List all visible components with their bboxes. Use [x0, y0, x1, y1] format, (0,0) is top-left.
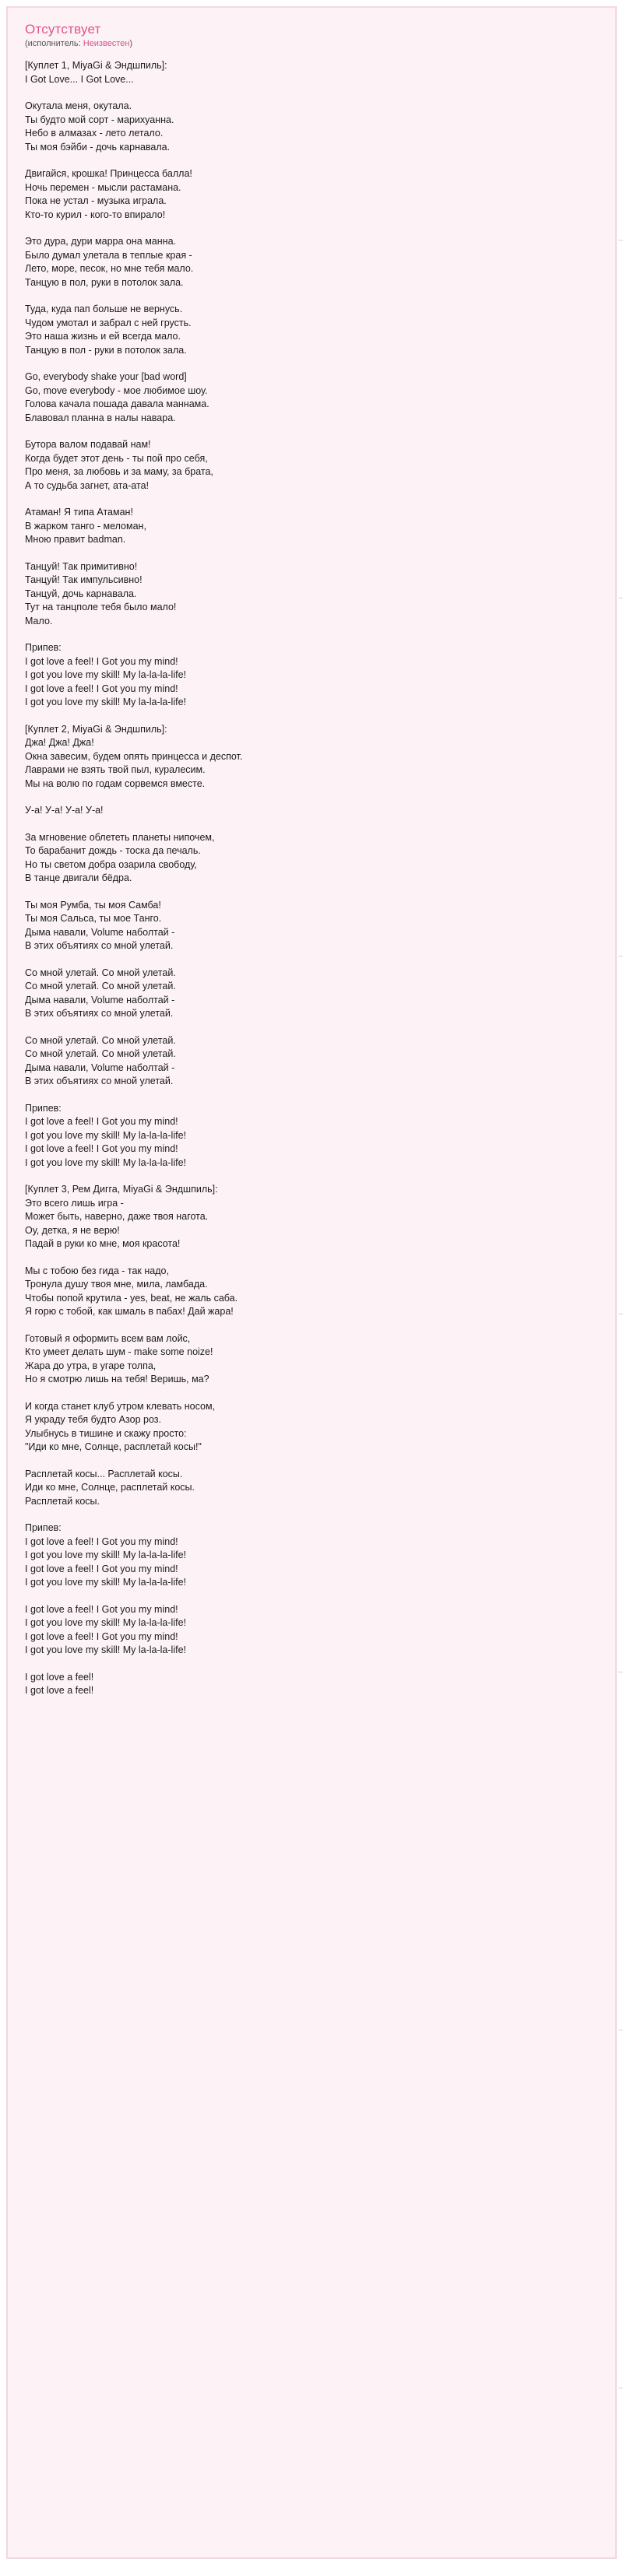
- lyrics-stanza: [25, 560, 601, 629]
- lyrics-line: Кто умеет делать шум - make some noize!: [25, 1346, 213, 1357]
- lyrics-line: Ночь перемен - мысли растамана.: [25, 181, 181, 193]
- lyrics-line: "Иди ко мне, Солнце, расплетай косы!": [25, 1441, 202, 1452]
- lyrics-line: I got love a feel!: [25, 1671, 94, 1683]
- lyrics-body: [25, 59, 601, 1698]
- song-card: [6, 6, 617, 2559]
- lyrics-line: Когда будет этот день - ты пой про себя,: [25, 452, 208, 464]
- lyrics-line: I got love a feel! I Got you my mind!: [25, 1116, 178, 1127]
- lyrics-line: Падай в руки ко мне, моя красота!: [25, 1238, 181, 1249]
- lyrics-line: Со мной улетай. Со мной улетай.: [25, 981, 176, 991]
- lyrics-line: I got you love my skill! My la-la-la-life!: [25, 1129, 187, 1141]
- lyrics-line: I got you love my skill! My la-la-la-life!: [25, 1644, 187, 1655]
- lyrics-line: За мгновение облететь планеты нипочем,: [25, 831, 215, 843]
- lyrics-line: Лето, море, песок, но мне тебя мало.: [25, 263, 194, 274]
- lyrics-line: Припев:: [25, 1522, 62, 1533]
- lyrics-stanza: [25, 100, 601, 154]
- lyrics-line: Пока не устал - музыка играла.: [25, 195, 167, 206]
- lyrics-line: Но я смотрю лишь на тебя! Веришь, ма?: [25, 1374, 209, 1385]
- lyrics-line: Кто-то курил - кого-то впирало!: [25, 209, 166, 220]
- lyrics-line: Я украду тебя будто Азор роз.: [25, 1414, 161, 1425]
- lyrics-line: Но ты светом добра озарила свободу,: [25, 858, 197, 870]
- lyrics-line: Дыма навали, Volume наболтай -: [25, 994, 175, 1005]
- lyrics-line: [Куплет 1, MiyaGi & Эндшпиль]:: [25, 60, 167, 71]
- lyrics-line: I got love a feel!: [25, 1685, 94, 1696]
- lyrics-line: Со мной улетай. Со мной улетай.: [25, 1048, 176, 1059]
- lyrics-line: Двигайся, крошка! Принцесса балла!: [25, 168, 192, 179]
- lyrics-line: Танцую в пол, руки в потолок зала.: [25, 276, 184, 288]
- lyrics-line: Ты будто мой сорт - марихуанна.: [25, 114, 174, 125]
- artist-prefix-label: (исполнитель:: [25, 39, 83, 48]
- lyrics-line: I got you love my skill! My la-la-la-life!: [25, 669, 187, 680]
- lyrics-line: Жара до утра, в угаре толпа,: [25, 1360, 157, 1371]
- lyrics-line: Припев:: [25, 1102, 62, 1114]
- lyrics-line: Мы с тобою без гида - так надо,: [25, 1265, 169, 1276]
- lyrics-line: Танцуй! Так примитивно!: [25, 560, 138, 572]
- lyrics-line: I Got Love... I Got Love...: [25, 73, 134, 85]
- lyrics-stanza: [25, 1034, 601, 1089]
- lyrics-line: Дыма навали, Volume наболтай -: [25, 1062, 175, 1073]
- lyrics-stanza: [25, 167, 601, 222]
- lyrics-line: I got you love my skill! My la-la-la-life!: [25, 1577, 187, 1588]
- lyrics-line: I got love a feel! I Got you my mind!: [25, 1603, 178, 1615]
- lyrics-line: I got love a feel! I Got you my mind!: [25, 1630, 178, 1642]
- lyrics-line: Это наша жизнь и ей всегда мало.: [25, 331, 181, 342]
- lyrics-line: I got love a feel! I Got you my mind!: [25, 683, 178, 694]
- lyrics-stanza: [25, 831, 601, 886]
- lyrics-line: Улыбнусь в тишине и скажу просто:: [25, 1427, 187, 1439]
- artist-link[interactable]: Неизвестен: [83, 39, 130, 48]
- lyrics-line: Про меня, за любовь и за маму, за брата,: [25, 466, 213, 477]
- lyrics-page: [0, 6, 623, 2576]
- lyrics-stanza: [25, 1265, 601, 1319]
- lyrics-line: Голова качала пошада давала маннама.: [25, 398, 209, 409]
- lyrics-line: Я горю с тобой, как шмаль в пабах! Дай жара!: [25, 1306, 234, 1317]
- lyrics-line: В этих объятиях со мной улетай.: [25, 1008, 174, 1019]
- lyrics-stanza: [25, 1521, 601, 1590]
- lyrics-stanza: [25, 723, 601, 791]
- lyrics-line: У-а! У-а! У-а! У-а!: [25, 805, 104, 816]
- lyrics-line: I got you love my skill! My la-la-la-life!: [25, 697, 187, 707]
- lyrics-line: Мало.: [25, 615, 53, 626]
- lyrics-line: Тут на танцполе тебя было мало!: [25, 602, 177, 612]
- lyrics-line: Танцую в пол - руки в потолок зала.: [25, 344, 187, 356]
- lyrics-line: Джа! Джа! Джа!: [25, 737, 94, 748]
- lyrics-stanza: [25, 1400, 601, 1455]
- lyrics-line: Туда, куда пап больше не вернусь.: [25, 304, 183, 314]
- lyrics-line: Расплетай косы... Расплетай косы.: [25, 1468, 183, 1479]
- song-title: Отсутствует: [25, 22, 101, 37]
- page-edge-marks: [617, 6, 623, 2576]
- lyrics-stanza: [25, 641, 601, 710]
- lyrics-line: I got love a feel! I Got you my mind!: [25, 1143, 178, 1154]
- lyrics-line: [Куплет 2, MiyaGi & Эндшпиль]:: [25, 723, 167, 735]
- lyrics-stanza: [25, 1102, 601, 1170]
- lyrics-line: Может быть, наверно, даже твоя нагота.: [25, 1211, 209, 1222]
- lyrics-line: Небо в алмазах - лето летало.: [25, 128, 164, 139]
- lyrics-line: Танцуй, дочь карнавала.: [25, 588, 137, 599]
- lyrics-line: I got love a feel! I Got you my mind!: [25, 1535, 178, 1547]
- lyrics-line: Лаврами не взять твой пыл, куралесим.: [25, 764, 206, 775]
- lyrics-line: Мы на волю по годам сорвемся вместе.: [25, 777, 206, 789]
- lyrics-line: Чудом умотал и забрал с ней грусть.: [25, 317, 192, 328]
- lyrics-line: Со мной улетай. Со мной улетай.: [25, 967, 176, 978]
- lyrics-stanza: [25, 1603, 601, 1658]
- lyrics-stanza: [25, 1468, 601, 1509]
- lyrics-line: [Куплет 3, Рем Дигга, MiyaGi & Эндшпиль]:: [25, 1184, 218, 1195]
- lyrics-line: Это дура, дури марра она манна.: [25, 236, 176, 247]
- lyrics-line: Бутора валом подавай нам!: [25, 439, 151, 450]
- lyrics-line: И когда станет клуб утром клевать носом,: [25, 1400, 216, 1412]
- lyrics-stanza: [25, 370, 601, 425]
- lyrics-line: Со мной улетай. Со мной улетай.: [25, 1034, 176, 1046]
- lyrics-line: Мною правит badman.: [25, 534, 126, 545]
- lyrics-stanza: [25, 804, 601, 818]
- lyrics-line: Оу, детка, я не верю!: [25, 1224, 120, 1236]
- lyrics-stanza: [25, 235, 601, 290]
- lyrics-line: Расплетай косы.: [25, 1495, 100, 1507]
- lyrics-line: В этих объятиях со мной улетай.: [25, 940, 174, 951]
- lyrics-line: Ты моя Румба, ты моя Самба!: [25, 899, 161, 911]
- lyrics-line: В танце двигали бёдра.: [25, 872, 132, 883]
- lyrics-line: I got you love my skill! My la-la-la-life!: [25, 1156, 187, 1168]
- lyrics-line: В этих объятиях со мной улетай.: [25, 1076, 174, 1086]
- lyrics-stanza: [25, 506, 601, 547]
- lyrics-line: Ты моя Сальса, ты мое Танго.: [25, 913, 162, 924]
- lyrics-line: То барабанит дождь - тоска да печаль.: [25, 845, 201, 856]
- lyrics-line: Окна завесим, будем опять принцесса и деспот.: [25, 750, 243, 762]
- lyrics-line: Дыма навали, Volume наболтай -: [25, 926, 175, 938]
- lyrics-stanza: [25, 1183, 601, 1251]
- lyrics-stanza: [25, 1671, 601, 1698]
- lyrics-line: I got you love my skill! My la-la-la-life!: [25, 1617, 187, 1628]
- lyrics-line: В жарком танго - меломан,: [25, 520, 146, 532]
- lyrics-line: Окутала меня, окутала.: [25, 100, 132, 111]
- lyrics-stanza: [25, 59, 601, 86]
- lyrics-line: Было думал улетала в теплые края -: [25, 249, 192, 261]
- lyrics-line: Ты моя бэйби - дочь карнавала.: [25, 141, 171, 153]
- lyrics-stanza: [25, 899, 601, 953]
- lyrics-line: Это всего лишь игра -: [25, 1197, 124, 1209]
- lyrics-line: Go, move everybody - мое любимое шоу.: [25, 384, 208, 396]
- lyrics-stanza: [25, 1332, 601, 1387]
- lyrics-line: Иди ко мне, Солнце, расплетай косы.: [25, 1482, 195, 1493]
- lyrics-line: Атаман! Я типа Атаман!: [25, 507, 133, 518]
- lyrics-line: Тронула душу твоя мне, мила, ламбада.: [25, 1279, 208, 1290]
- lyrics-line: Блавовал планна в налы навара.: [25, 412, 176, 423]
- lyrics-line: I got you love my skill! My la-la-la-life!: [25, 1549, 187, 1560]
- artist-suffix-label: ): [129, 39, 133, 48]
- lyrics-stanza: [25, 303, 601, 357]
- lyrics-line: Go, everybody shake your [bad word]: [25, 371, 187, 382]
- lyrics-stanza: [25, 967, 601, 1021]
- lyrics-line: Чтобы попой крутила - yes, beat, не жаль саба.: [25, 1292, 238, 1304]
- lyrics-line: Припев:: [25, 642, 62, 653]
- lyrics-line: Готовый я оформить всем вам лойс,: [25, 1332, 191, 1344]
- lyrics-line: Танцуй! Так импульсивно!: [25, 574, 143, 585]
- lyrics-line: А то судьба загнет, ата-ата!: [25, 479, 150, 491]
- lyrics-line: I got love a feel! I Got you my mind!: [25, 1563, 178, 1574]
- lyrics-stanza: [25, 438, 601, 493]
- artist-line: [25, 39, 601, 48]
- lyrics-line: I got love a feel! I Got you my mind!: [25, 655, 178, 667]
